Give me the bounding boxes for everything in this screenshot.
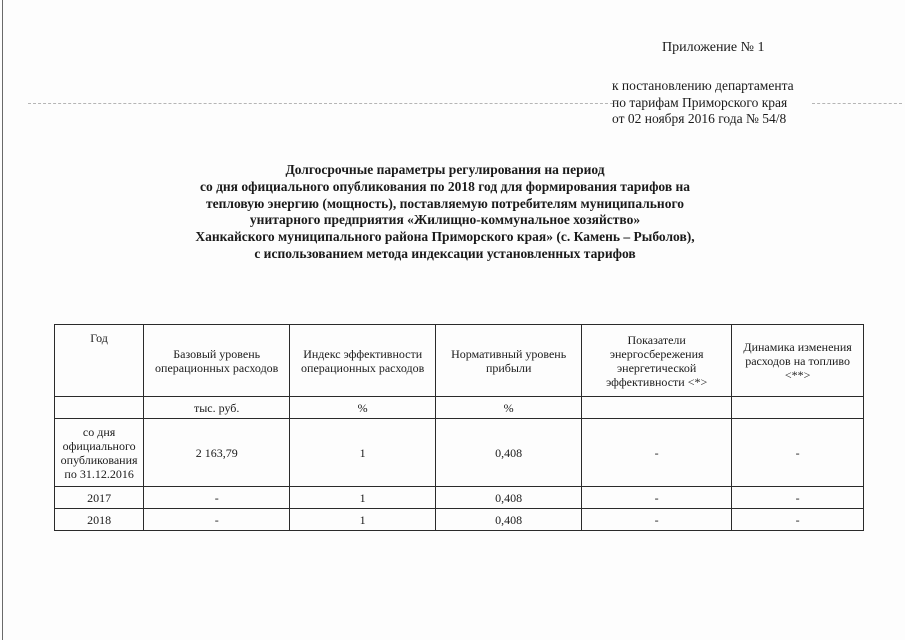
cell-efficiency-index: 1 — [290, 509, 436, 531]
table-header-row — [55, 325, 864, 397]
cell-profit-level: 0,408 — [436, 419, 582, 487]
header-base-level: Базовый уровень операционных расходов — [144, 325, 290, 397]
cell-profit-level: 0,408 — [436, 509, 582, 531]
header-efficiency-index: Индекс эффективности операционных расходов — [290, 325, 436, 397]
unit-base-level: тыс. руб. — [144, 397, 290, 419]
cell-energy-saving: - — [582, 419, 732, 487]
title-line: со дня официального опубликования по 2018 год для формирования тарифов на — [199, 178, 691, 194]
cell-profit-level: 0,408 — [436, 487, 582, 509]
cell-base-level: 2 163,79 — [144, 419, 290, 487]
cell-year: 2018 — [55, 509, 144, 531]
decree-reference — [612, 78, 794, 128]
title-line: с использованием метода индексации установленных тарифов — [254, 245, 636, 261]
decree-reference-line: от 02 ноября 2016 года № 54/8 — [612, 111, 787, 126]
scan-artifact-line — [28, 103, 618, 104]
cell-energy-saving: - — [582, 509, 732, 531]
decree-reference-line: по тарифам Приморского края — [612, 94, 788, 110]
table-units-row — [55, 397, 864, 419]
title-line: тепловую энергию (мощность), поставляемую потребителям муниципального — [206, 195, 684, 211]
scan-artifact-line — [812, 103, 902, 104]
cell-fuel-dynamics: - — [732, 419, 864, 487]
table-row — [55, 419, 864, 487]
cell-fuel-dynamics: - — [732, 487, 864, 509]
cell-energy-saving: - — [582, 487, 732, 509]
appendix-label: Приложение № 1 — [662, 40, 765, 55]
title-line: Долгосрочные параметры регулирования на период — [285, 162, 605, 177]
decree-reference-line: к постановлению департамента — [612, 78, 794, 93]
cell-base-level: - — [144, 509, 290, 531]
header-fuel-dynamics: Динамика изменения расходов на топливо <**> — [732, 325, 864, 397]
table-row — [55, 487, 864, 509]
unit-profit-level: % — [436, 397, 582, 419]
title-line: Ханкайского муниципального района Приморского края» (с. Камень – Рыболов), — [195, 229, 695, 245]
header-energy-saving: Показатели энергосбережения энергетической эффективности <*> — [582, 325, 732, 397]
cell-base-level: - — [144, 487, 290, 509]
cell-efficiency-index: 1 — [290, 419, 436, 487]
cell-fuel-dynamics: - — [732, 509, 864, 531]
unit-efficiency-index: % — [290, 397, 436, 419]
cell-year: 2017 — [55, 487, 144, 509]
unit-year-cell — [55, 397, 144, 419]
header-year: Год — [55, 325, 144, 397]
document-title — [150, 162, 740, 263]
cell-efficiency-index: 1 — [290, 487, 436, 509]
header-profit-level: Нормативный уровень прибыли — [436, 325, 582, 397]
scan-edge-line — [2, 0, 3, 640]
unit-energy-saving-cell — [582, 397, 732, 419]
unit-fuel-dynamics-cell — [732, 397, 864, 419]
table-row — [55, 509, 864, 531]
title-line: унитарного предприятия «Жилищно-коммунальное хозяйство» — [249, 212, 641, 228]
parameters-table — [54, 324, 864, 531]
cell-year: со дня официального опубликования по 31.12.2016 — [55, 419, 144, 487]
